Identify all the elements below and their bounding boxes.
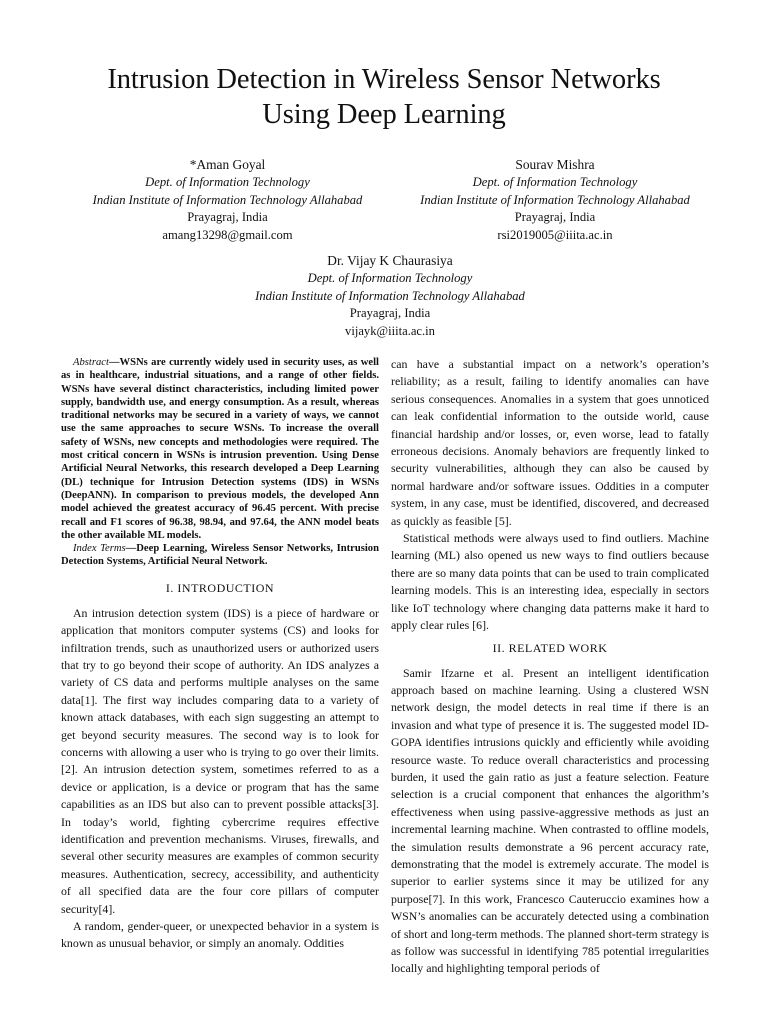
author-institution: Indian Institute of Information Technology Allahabad — [420, 192, 690, 207]
author-city: Prayagraj, India — [514, 210, 596, 225]
paragraph: can have a substantial impact on a network’s operation’s reliability; as a result, failing to identify anomalies can have serious consequences. Anomalies in a system that goes unnoticed can leak confidential information to the outside world, cause financial hardship and/or losses, or, even worse, lead to fatally erroneous decisions. Anomaly behaviors are frequently linked to security vulnerabilities, although they can also be caused by normal hardware and/or software issues. Oddities in a computer system, in any case, must be identified, discovered, and decreased as quickly as feasible [5]. — [391, 357, 709, 528]
title-line-1: Intrusion Detection in Wireless Sensor Networks — [107, 64, 661, 95]
section-heading-related-work: II. RELATED WORK — [492, 640, 608, 655]
index-terms-label: Index Terms — [73, 543, 126, 555]
paragraph: Samir Ifzarne et al. Present an intelligent identification approach based on machine learning. Using a clustered WSN network design, the model detects in real time if there is an invasion and what type of presence it is. The suggested model ID-GOPA identifies intrusions quickly and efficiently while avoiding resource waste. To reduce overall characteristics and processing burden, it used the gain ratio as just a feature selection. Feature selection is a crucial component that enhances the algorithm’s effectiveness when using passive-aggressive methods as just an incremental learning machine. When contrasted to offline models, the simulation results demonstrate a 96 percent accuracy rate, demonstrating that the model is extremely accurate. The model is superior to earlier systems since it may be utilized for any purpose[7]. In this work, Francesco Cauteruccio examines how a WSN’s anomalies can be accurately detected using a combination of short and long-term methods. The planned short-term strategy is as follow was successful in identifying 785 potential irregularities locally and highlighting temporal periods of — [391, 665, 709, 976]
paragraph: Statistical methods were always used to find outliers. Machine learning (ML) also opened us new ways to find outliers because there are so many data points that can be used to train complicated learning models. This is an interesting idea, especially in sectors like IoT technology where changing data patterns make it hard to apply clear rules [6]. — [391, 531, 709, 633]
author-name: *Aman Goyal — [189, 157, 266, 172]
author-email: amang13298@gmail.com — [162, 227, 293, 242]
right-column — [391, 356, 709, 978]
paper-title — [0, 62, 768, 132]
abstract-text: —WSNs are currently widely used in security uses, as well as in healthcare, industrial situations, and a range of other fields. WSNs have several distinct characteristics, including limited power supply, bandwidth use, and energy consumption. As a result, whereas traditional networks may be secured in a variety of ways, we cannot use the same approaches to secure WSNs. To increase the overall safety of WSNs, new concepts and methodologies were required. The most critical concern in WSNs is intrusion prevention. Using Dense Artificial Neural Networks, this research developed a Deep Learning (DL) technique for Intrusion Detection systems (IDS) in WSNs (DeepANN). In comparison to previous models, the developed Ann model achieved the greatest accuracy of 96.45 percent. With precise recall and F1 scores of 96.38, 98.94, and 97.64, the ANN model beats the other available ML models. — [61, 357, 379, 541]
author-name: Sourav Mishra — [515, 157, 595, 172]
index-terms-text: —Deep Learning, Wireless Sensor Networks, Intrusion Detection Systems, Artificial Neural Network. — [61, 543, 379, 568]
author-block-2 — [380, 155, 730, 244]
author-email: vijayk@iiita.ac.in — [345, 323, 435, 338]
author-city: Prayagraj, India — [187, 210, 268, 225]
author-block-3 — [180, 251, 600, 340]
author-city: Prayagraj, India — [349, 306, 431, 321]
author-institution: Indian Institute of Information Technology Allahabad — [255, 288, 525, 303]
author-name: Dr. Vijay K Chaurasiya — [327, 253, 453, 268]
author-dept: Dept. of Information Technology — [307, 271, 473, 285]
left-column — [61, 356, 379, 953]
author-email: rsi2019005@iiita.ac.in — [497, 227, 613, 242]
author-dept: Dept. of Information Technology — [472, 175, 638, 189]
author-block-1 — [60, 155, 395, 244]
paragraph: An intrusion detection system (IDS) is a piece of hardware or application that monitors computer systems (CS) and looks for infiltration trends, such as unauthorized users or authorized users that try to go beyond their scope of authority. An IDS analyzes a variety of CS data and performs multiple analyses on the same data[1]. The first way includes comparing data to a variety of known attack databases, with each sign suggesting an attempt to get beyond security measures. The second way is to look for concerns with allowing a user who is trying to go over their limits.[2]. An intrusion detection system, sometimes referred to as a device or application, is a device or program that has the same capabilities as an IDS but also can to prevent possible attacks[3]. In today’s world, fighting cybercrime requires effective identification and prevention mechanisms. Viruses, firewalls, and several other security measures are examples of common security measures. Authentication, secrecy, accessibility, and authenticity of all specified data are the four core pillars of computer security[4]. — [61, 605, 379, 916]
author-dept: Dept. of Information Technology — [145, 175, 310, 189]
author-institution: Indian Institute of Information Technology Allahabad — [92, 192, 363, 207]
paragraph: A random, gender-queer, or unexpected behavior in a system is known as unusual behavior, or simply an anomaly. Oddities — [61, 919, 379, 951]
title-line-2: Using Deep Learning — [262, 99, 506, 130]
abstract — [61, 356, 379, 542]
section-heading-introduction: I. INTRODUCTION — [165, 580, 275, 595]
index-terms — [61, 542, 379, 569]
abstract-label: Abstract — [73, 357, 109, 368]
